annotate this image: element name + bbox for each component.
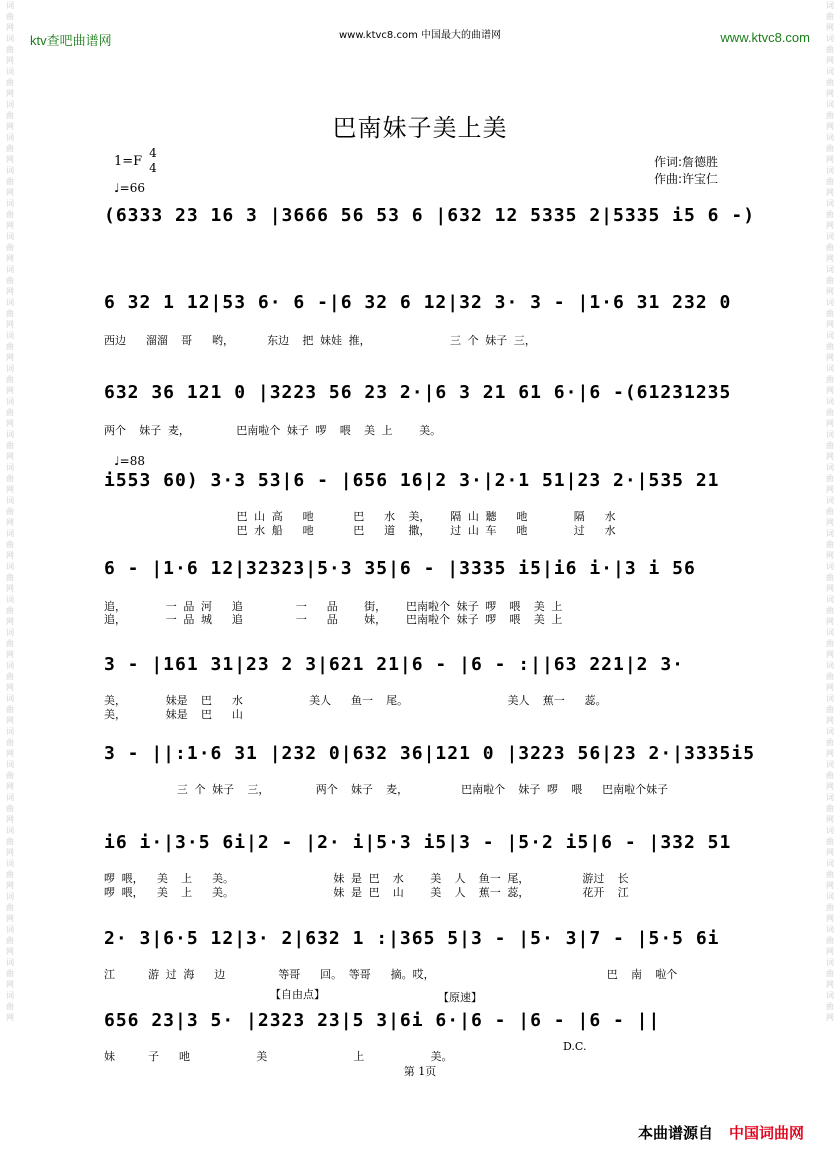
lyrics-line: 美， 妹是 巴 水 美人 鱼一 尾。 美人 蕉一 蕊。	[104, 694, 607, 707]
free-tempo-mark: 【自由点】	[270, 988, 325, 1001]
tempo-change-mark: ♩=88	[114, 454, 145, 468]
lyrics-line: 两个 妹子 麦， 巴南啦个 妹子 啰 喂 美 上 美。	[104, 424, 442, 437]
header-right-url[interactable]: www.ktvc8.com	[720, 30, 810, 45]
lyrics-line: 追， 一 品 城 追 一 品 妹， 巴南啦个 妹子 啰 喂 美 上	[104, 613, 563, 626]
page-number: 第 1页	[403, 1065, 437, 1078]
source-footer	[638, 1122, 804, 1143]
notes-line: 6 32 1 12|53 6· 6 -|6 32 6 12|32 3· 3 - |1·6 31 232 0	[104, 292, 732, 313]
header-middle-text: www.ktvc8.com 中国最大的曲谱网	[338, 30, 501, 41]
side-watermark-right: 词曲网词曲网词曲网词曲网词曲网词曲网词曲网词曲网词曲网词曲网词曲网词曲网词曲网词曲网词曲网词曲网词曲网词曲网词曲网词曲网词曲网词曲网词曲网词曲网词曲网词曲网词曲网词曲网词曲网词曲网词曲网	[826, 1, 834, 1022]
time-signature	[146, 146, 160, 176]
lyrics-line: 追， 一 品 河 追 一 品 街， 巴南啦个 妹子 啰 喂 美 上	[104, 600, 563, 613]
notes-line: i553 60) 3·3 53|6 - |656 16|2 3·|2·1 51|23 2·|535 21	[104, 470, 720, 491]
notes-line: 3 - ||:1·6 31 |232 0|632 36|121 0 |3223 56|23 2·|3335i5	[104, 743, 756, 764]
lyrics-line: 巴 水 船 吔 巴 道 撒， 过 山 车 吔 过 水	[104, 524, 616, 537]
original-tempo-mark: 【原速】	[438, 991, 482, 1004]
notes-line: (6333 23 16 3 |3666 56 53 6 |632 12 5335 2|5335 i5 6 -)	[104, 205, 756, 226]
lyrics-line: 巴 山 高 吔 巴 水 美， 隔 山 聽 吔 隔 水	[104, 510, 616, 523]
lyrics-line: 妹 子 吔 美 上 美。	[104, 1050, 453, 1063]
source-site-link[interactable]: 中国词曲网	[728, 1124, 804, 1142]
dc-mark: D.C.	[563, 1040, 587, 1053]
lyrics-line: 西边 溜溜 哥 哟， 东边 把 妹娃 推， 三 个 妹子 三，	[104, 334, 536, 347]
composer-credit: 作曲:许宝仁	[654, 172, 719, 186]
lyrics-line: 啰 喂， 美 上 美。 妹 是 巴 水 美 人 鱼一 尾， 游过 长	[104, 872, 629, 885]
notes-line: 3 - |161 31|23 2 3|621 21|6 - |6 - :||63 221|2 3·	[104, 654, 685, 675]
tempo-mark: ♩=66	[114, 181, 145, 195]
notes-line: 632 36 121 0 |3223 56 23 2·|6 3 21 61 6·|6 -(61231235	[104, 382, 732, 403]
side-watermark-left: 词曲网词曲网词曲网词曲网词曲网词曲网词曲网词曲网词曲网词曲网词曲网词曲网词曲网词曲网词曲网词曲网词曲网词曲网词曲网词曲网词曲网词曲网词曲网词曲网词曲网词曲网词曲网词曲网词曲网词曲网词曲网	[6, 1, 14, 1022]
lyrics-line: 啰 喂， 美 上 美。 妹 是 巴 山 美 人 蕉一 蕊， 花开 江	[104, 886, 629, 899]
lyrics-line: 江 游 过 海 边 等哥 回。 等哥 摘。哎， 巴 南 啦个	[104, 968, 678, 981]
time-sig-top: 4	[149, 146, 157, 160]
lyrics-line: 美， 妹是 巴 山	[104, 708, 243, 721]
notes-line: i6 i·|3·5 6i|2 - |2· i|5·3 i5|3 - |5·2 i5|6 - |332 51	[104, 832, 732, 853]
notes-line: 2· 3|6·5 12|3· 2|632 1 :|365 5|3 - |5· 3|7 - |5·5 6i	[104, 928, 720, 949]
lyricist-credit: 作词:詹德胜	[654, 155, 719, 169]
time-sig-bottom: 4	[149, 161, 157, 175]
key-signature: 1=F	[114, 154, 143, 169]
notes-line: 6 - |1·6 12|32323|5·3 35|6 - |3335 i5|i6 i·|3 i 56	[104, 558, 696, 579]
source-label: 本曲谱源自	[637, 1124, 713, 1142]
song-title: 巴南妹子美上美	[332, 114, 508, 142]
lyrics-line: 三 个 妹子 三， 两个 妹子 麦， 巴南啦个 妹子 啰 喂 巴南啦个妹子	[104, 783, 669, 796]
notes-line: 656 23|3 5· |2323 23|5 3|6i 6·|6 - |6 - |6 - ||	[104, 1010, 661, 1031]
header-left-site[interactable]: ktv查吧曲谱网	[30, 33, 112, 48]
